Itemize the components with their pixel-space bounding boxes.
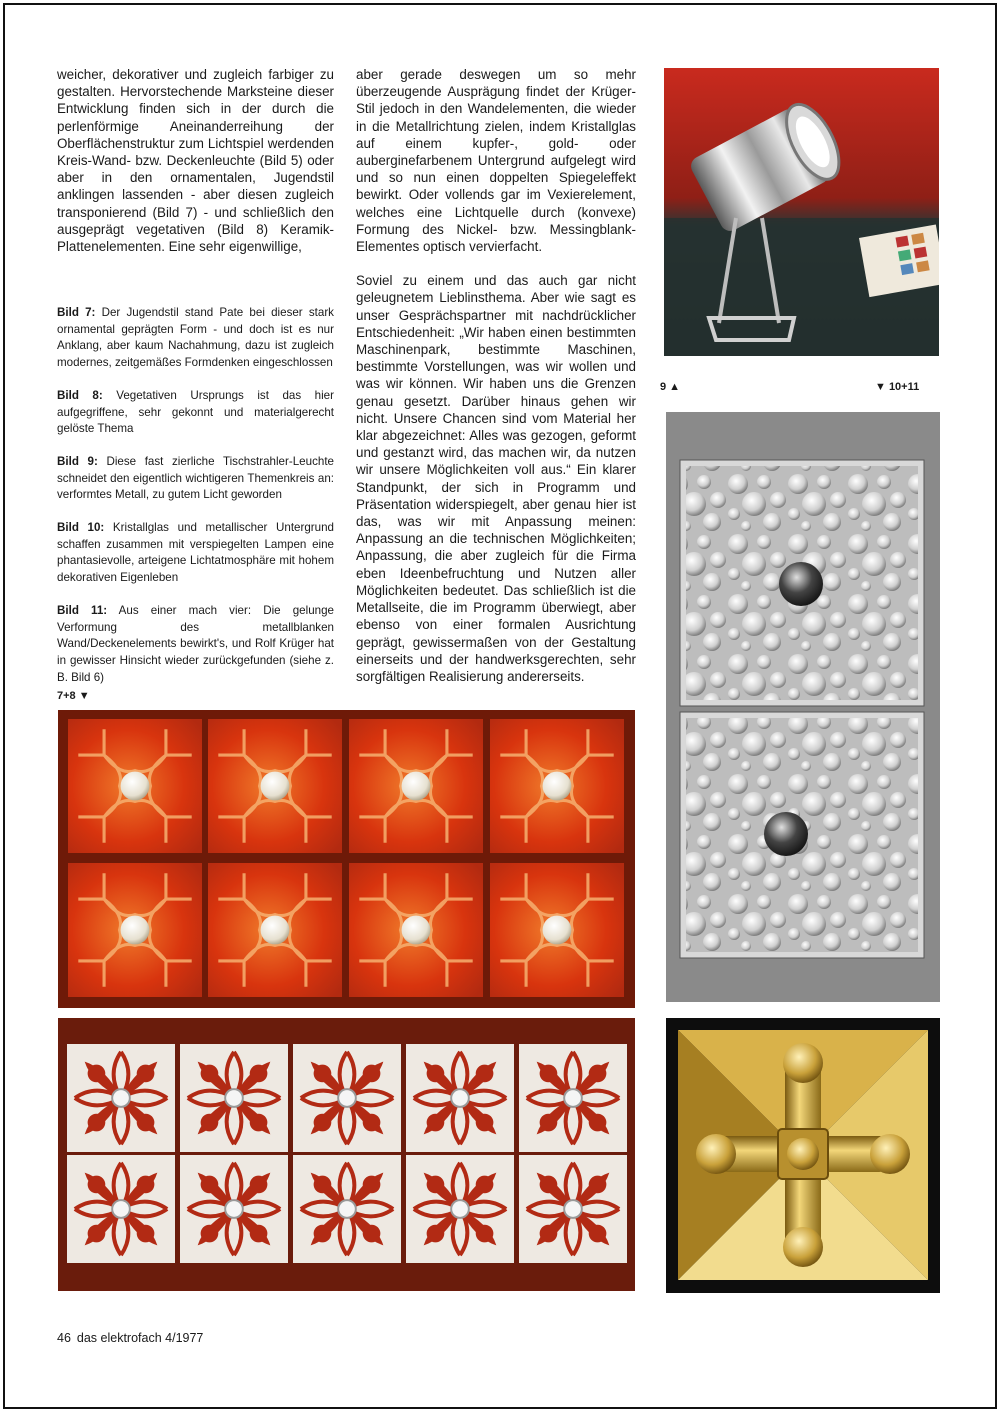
article-paragraph: aber gerade deswegen um so mehr überzeugende Ausprägung findet der Krüger-Stil jedoch in den Wandelementen, die wieder in die Metallrichtung zielen, indem Kristallglas auf einem kupfer-, gold- oder auberginefarbenem Untergrund aufgelegt wird und so nun einen doppelten Spiegeleffekt bewirkt. Oder vollends gar im Vexierelement, welches eine Lichtquelle durch (konvexe) Formung des Nickel- bzw. Messingblank-Elementes optisch vervierfacht. <box>356 67 636 255</box>
caption-bild-10 <box>57 520 334 587</box>
article-paragraph: Soviel zu einem und das auch gar nicht geleugnetem Lieblinsthema. Aber wie sagt es unser Gesprächspartner mit nachdrücklicher Entschiedenheit: „Wir haben einen bestimmten Maschinenpark, bestimmte Maschinen, bestimmte Vorstellungen, was wir wollen und was wir können. Wir haben uns die Grenzen genau gesetzt. Darüber hinaus gehen wir nicht. Unsere Chancen sind vom Material her klar abgezeichnet: Alles was gezogen, geformt und gestanzt wird, das machen wir, da nutzen wir unsere Möglichkeiten voll aus.“ Ein klarer Standpunkt, der sich in Programm und Präsentation widerspiegelt, aber genau hier ist das, was wir mit Anpassung meinen: Anpassung an die technischen Möglichkeiten; Anpassung, die aber zugleich für die Firma eben Ideenbefruchtung und Nutzen aller Möglichkeiten bedeutet. Das schließlich ist die Metallseite, die im Programm überwiegt, aber ebenso von einer formalen Ausrichtung geprägt, gewissermaßen von der Gestaltung einerseits und der handwerksgerechten, sehr sorgfältigen Realisierung andererseits. <box>356 273 636 684</box>
marker-bild-9: 9 ▲ <box>660 381 681 393</box>
photo-bild-9-spotlight <box>664 68 939 356</box>
article-column-middle <box>356 66 636 702</box>
caption-bild-9 <box>57 454 334 504</box>
caption-bild-8 <box>57 388 334 438</box>
marker-bild-7-8: 7+8 ▼ <box>57 690 90 702</box>
caption-label: Bild 9: <box>57 454 98 468</box>
caption-text: Der Jugendstil stand Pate bei dieser stark ornamental geprägten Form - und doch ist es nur Anklang, aber kaum Nachahmung, dazu ist zugleich modernes, zeitgemäßes Formdenken eingeschlossen <box>57 306 334 370</box>
page-footer <box>57 1331 203 1345</box>
photo-bild-7-orange-tiles <box>58 710 635 1008</box>
captions-block <box>57 305 334 702</box>
caption-label: Bild 11: <box>57 603 108 617</box>
publication-name: das elektrofach 4/1977 <box>76 1331 204 1345</box>
photo-bild-8-vegetal-tiles <box>58 1018 635 1291</box>
caption-label: Bild 8: <box>57 388 103 402</box>
caption-text: Kristallglas und metallischer Untergrund schaffen zusammen mit verspiegelten Lampen eine phantasievolle, arteigene Lichtatmosphäre mit hohem dekorativen Eigenleben <box>57 521 335 585</box>
page-number: 46 <box>57 1331 71 1345</box>
caption-text: Diese fast zierliche Tischstrahler-Leuchte schneidet den eigentlich wichtigeren Themenkreis an: verformtes Metall, zu gutem Licht geworden <box>57 454 334 502</box>
marker-bild-10-11: ▼ 10+11 <box>875 381 920 393</box>
photo-bild-11-brass-element <box>666 1018 940 1293</box>
article-paragraph: weicher, dekorativer und zugleich farbiger zu gestalten. Hervorstechende Marksteine dieser Entwicklung finden sich in der durch die perlenförmige Aneinanderreihung der Oberflächenstruktur zum Lichtspiel werdenden Kreis-Wand- bzw. Deckenleuchte (Bild 5) oder aber in den ornamentalen, Jugendstil anklingen lassenden - aber diesen zugleich transponierend (Bild 7) - und schließlich den ausgeprägt vegetativen (Bild 8) Keramik-Plattenelementen. Eine sehr eigenwillige, <box>57 67 334 255</box>
caption-bild-11 <box>57 603 334 687</box>
caption-label: Bild 7: <box>57 306 96 319</box>
caption-bild-7 <box>57 305 334 372</box>
article-column-left <box>57 66 334 272</box>
caption-label: Bild 10: <box>57 521 105 535</box>
photo-bild-10-crystal-panels <box>666 412 940 1002</box>
caption-text: Vegetativen Ursprungs ist das hier aufgegriffene, sehr gekonnt und materialgerecht gelöste Thema <box>57 388 334 436</box>
caption-text: Aus einer mach vier: Die gelunge Verformung des metallblanken Wand/Deckenelements bewirkt's, und Rolf Krüger hat in gewisser Hinsicht wieder zurückgefunden (siehe z. B. Bild 6) <box>57 603 334 684</box>
